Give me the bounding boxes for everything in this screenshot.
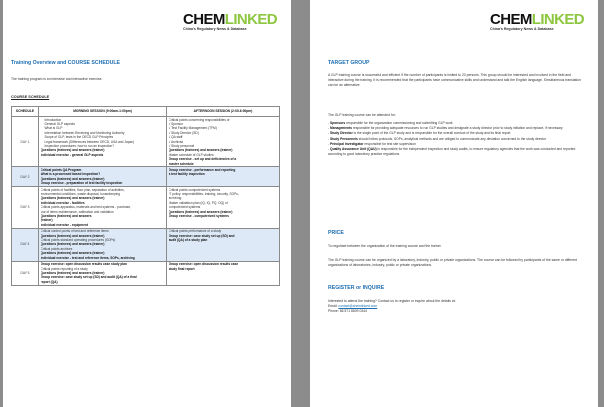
morning-session-line: Group exercise: case study set up (SD) and audit (QA) of a final <box>40 275 137 280</box>
morning-session-line: Introduction <box>44 117 62 122</box>
role-description: should follow protocols, SOPs, analytical methods and are obliged to communicate any deviation concerned to the study director <box>357 136 547 141</box>
table-row <box>12 187 280 229</box>
afternoon-session-cell <box>167 187 280 229</box>
document-page-2 <box>310 0 598 407</box>
morning-session-line: Individual exercise - test and reference items, SOPs, archiving <box>40 255 135 260</box>
afternoon-session-line: Questions (trainees) and answers (trainer) <box>168 148 233 153</box>
morning-session-line: Questions (trainees) and answers (trainer) <box>40 233 105 238</box>
afternoon-session-line: Group exercise - performance and reporting <box>168 167 236 172</box>
afternoon-session-line: computerized systems <box>168 205 201 210</box>
role-name: Principal Investigator <box>330 141 364 146</box>
phone-line <box>328 309 584 314</box>
register-heading: REGISTER or INQUIRE <box>328 285 385 291</box>
morning-session-line: Critical points standard operating procedures (SOPs) <box>40 238 116 243</box>
morning-session-line: Questions (trainees) and answers (trainer) <box>40 242 105 247</box>
role-bullet: - <box>328 131 331 136</box>
role-bullet: - <box>328 121 331 125</box>
afternoon-session-line: √ Sponsor <box>168 121 184 126</box>
afternoon-session-line: Master validation plan (IQ, IQ, PQ, OQ) of <box>168 200 228 205</box>
afternoon-session-line: Group exercise: case study set up (SD) and <box>168 233 235 238</box>
role-description: is responsible for the independent inspection and study audits, to ensure regulatory agencies that the work was conducted and reported according to good laboratory practice regulations <box>328 147 576 157</box>
afternoon-session-line: Group exercise - set up and deficiencies of a <box>168 157 237 162</box>
register-block <box>328 299 584 315</box>
role-description: responsible for providing adequate resources to run GLP studies and designate a study director prior to study initiation and replace, if necessary <box>352 126 563 131</box>
role-name: Sponsors <box>330 121 346 125</box>
morning-session-line: Questions (trainees) and answers (trainer) <box>40 176 105 181</box>
roles-list <box>328 121 584 157</box>
morning-session-line: Critical points apparatus, materials and test systems - purchase, <box>40 205 132 210</box>
logo-tagline: China's Regulatory News & Database <box>490 27 554 31</box>
morning-session-line: (trainer) <box>40 218 53 223</box>
chemlinked-logo <box>183 12 277 32</box>
morning-session-line: General GLP aspects <box>44 121 75 126</box>
logo-word-chem: CHEM <box>183 11 225 28</box>
table-row <box>12 117 280 167</box>
role-bullet: - <box>328 136 331 141</box>
header-schedule: SCHEDULE <box>12 107 39 117</box>
roles-intro: The GLP training course can be attended for: <box>328 113 396 117</box>
afternoon-session-line: Critical points computerized systems <box>168 187 221 192</box>
role-bullet: - <box>328 141 331 146</box>
morning-session-line: Individual exercise - equipment <box>40 222 88 227</box>
morning-session-line: Critical points reporting of a study <box>40 266 88 271</box>
afternoon-session-line: audit (QA) of a study plan <box>168 238 208 243</box>
afternoon-session-line: Master schedule of GLP studies <box>168 152 214 157</box>
morning-session-line: Inspection procedures: how to run an inspection? <box>44 143 114 148</box>
morning-session-line: Individual exercise - general GLP aspects <box>40 152 104 157</box>
schedule-day-cell: DAY 1 <box>12 117 39 167</box>
morning-session-line: Scope of GLP, tests in the OECD GLP Principles <box>44 135 114 140</box>
role-bullet: - <box>328 126 331 131</box>
morning-session-line: Group exercise: open discussion results case study plan <box>40 262 127 267</box>
afternoon-session-line: √ Test Facility Management (TFM) <box>168 126 217 131</box>
morning-session-line: Questions (trainees) and answers (trainer) <box>40 148 105 153</box>
morning-session-line: use of items maintenance, calibration and validation <box>40 209 114 214</box>
morning-session-cell <box>39 261 167 285</box>
chemlinked-logo <box>490 12 584 32</box>
register-text: Interested to attend the training? Contact us to register or inquire about the details at: <box>328 299 456 303</box>
role-name: Managements <box>330 126 353 131</box>
role-description: responsible for test site supervision <box>363 141 416 146</box>
table-header-row <box>12 107 280 117</box>
afternoon-session-cell <box>167 167 280 187</box>
page-title: Training Overview and COURSE SCHEDULE <box>11 60 120 66</box>
email-label: Email: <box>328 304 338 309</box>
logo-word-chem: CHEM <box>490 11 532 28</box>
afternoon-session-line: a test facility inspection <box>168 172 205 177</box>
price-text-2: The GLP training course can be organized by a laboratory, industry, public or private organizations. The course can be followed by participants of the same or different organizations of laboratories, industry, public or private organizations. <box>328 258 578 268</box>
role-description: is the single point of the GLP study and is responsible for the overall conduct of the study and its final report <box>352 131 511 136</box>
afternoon-session-line: Critical points performance of a study <box>168 229 222 234</box>
morning-session-line: What is a processed based inspection? <box>40 172 101 177</box>
afternoon-session-line: archiving <box>168 196 182 201</box>
morning-session-line: Questions (trainees) and answers (trainer) <box>40 270 105 275</box>
afternoon-session-line: √ Study Director (SD) <box>168 130 199 135</box>
morning-session-line: Individual exercise - facilities <box>40 200 85 205</box>
header-morning: MORNING SESSION (9:00am-1:00pm) <box>39 107 167 117</box>
morning-session-line: Critical points QA Program <box>40 167 82 172</box>
table-row <box>12 167 280 187</box>
afternoon-session-line: IT policy: responsibilities, training, security, SOPs, <box>168 192 239 196</box>
target-group-text: A GLP training course is successful and efficient if the number of participants is limited to 20 persons. This group should be interested and involved in the field and interactive during the training. It is recommended that the participants have communicative skills and understand and talk the English language. Simultaneous translation can be an alternative. <box>328 73 581 88</box>
schedule-day-cell: DAY 4 <box>12 228 39 261</box>
morning-session-line: Critical control points of test and reference items <box>40 229 109 234</box>
table-row <box>12 261 280 285</box>
afternoon-session-line: Group exercise - computerized systems <box>168 214 229 219</box>
logo-tagline: China's Regulatory News & Database <box>183 27 247 31</box>
price-text-1: To negotiate between the organization of the training course and the trainer. <box>328 244 442 248</box>
schedule-day-cell: DAY 2 <box>12 167 39 187</box>
phone-label: Phone: <box>328 309 339 314</box>
table-row <box>12 228 280 261</box>
afternoon-session-line: √ QA staff <box>168 135 183 140</box>
course-schedule-table <box>11 106 280 286</box>
morning-session-line: Interrelation between Receiving and Monitoring Authority <box>44 130 125 135</box>
morning-session-line: report (QA) <box>40 279 58 284</box>
role-bullet: - <box>328 147 331 152</box>
morning-session-cell <box>39 117 167 167</box>
role-name: Study Director <box>330 131 353 136</box>
role-name: Quality Assurance Unit (QAU) <box>330 147 377 152</box>
morning-session-line: Group exercise - preparation of test facility inspection <box>40 181 123 186</box>
afternoon-session-line: Group exercise: open discussion results case <box>168 262 239 267</box>
schedule-day-cell: DAY 5 <box>12 261 39 285</box>
header-afternoon: AFTERNOON SESSION (2:00-6:00pm) <box>167 107 280 117</box>
afternoon-session-line: study final report <box>168 266 195 271</box>
morning-session-line: Critical points archives <box>40 246 73 251</box>
target-group-heading: TARGET GROUP <box>328 60 370 66</box>
morning-session-line: Critical points of facilities, floor plan, separation of activities, <box>40 187 125 192</box>
morning-session-line: Legal framework (Differences between OECD, USA and Japan) <box>44 139 135 144</box>
morning-session-line: Questions (trainees) and answers (trainer) <box>40 196 105 201</box>
intro-text: The training program is an intensive and interactive exercise. <box>11 77 103 81</box>
role-item <box>328 147 584 157</box>
logo-word-linked: LINKED <box>224 11 277 28</box>
role-description: responsible for the organization commissioning and submitting GLP work <box>345 121 453 125</box>
phone-number: 86 571 8609 0344 <box>339 309 368 314</box>
afternoon-session-line: √ Study personnel <box>168 143 195 148</box>
price-heading: PRICE <box>328 230 344 236</box>
morning-session-line: What is GLP <box>44 126 63 131</box>
afternoon-session-line: √ Archivist <box>168 139 184 144</box>
morning-session-cell <box>39 187 167 229</box>
schedule-day-cell: DAY 3 <box>12 187 39 229</box>
afternoon-session-cell <box>167 117 280 167</box>
morning-session-cell <box>39 167 167 187</box>
morning-session-line: Questions (trainees) and answers <box>40 214 92 219</box>
morning-session-line: environmental conditions, waste disposal, housekeeping <box>40 192 121 196</box>
afternoon-session-cell <box>167 228 280 261</box>
afternoon-session-line: Questions (trainees) and answers (trainer) <box>168 209 233 214</box>
document-page-1 <box>3 0 291 407</box>
course-schedule-label: COURSE SCHEDULE <box>11 95 50 99</box>
afternoon-session-line: master schedule <box>168 161 194 166</box>
role-name: Study Personnels <box>330 136 358 141</box>
schedule-body <box>12 117 280 286</box>
morning-session-cell <box>39 228 167 261</box>
afternoon-session-line: Critical points concerning responsibilities of <box>168 117 230 122</box>
logo-word-linked: LINKED <box>531 11 584 28</box>
morning-session-line: Questions (trainees) and answers (trainer) <box>40 251 105 256</box>
email-link[interactable]: contact@chemlinked.com <box>338 304 378 309</box>
afternoon-session-cell <box>167 261 280 285</box>
